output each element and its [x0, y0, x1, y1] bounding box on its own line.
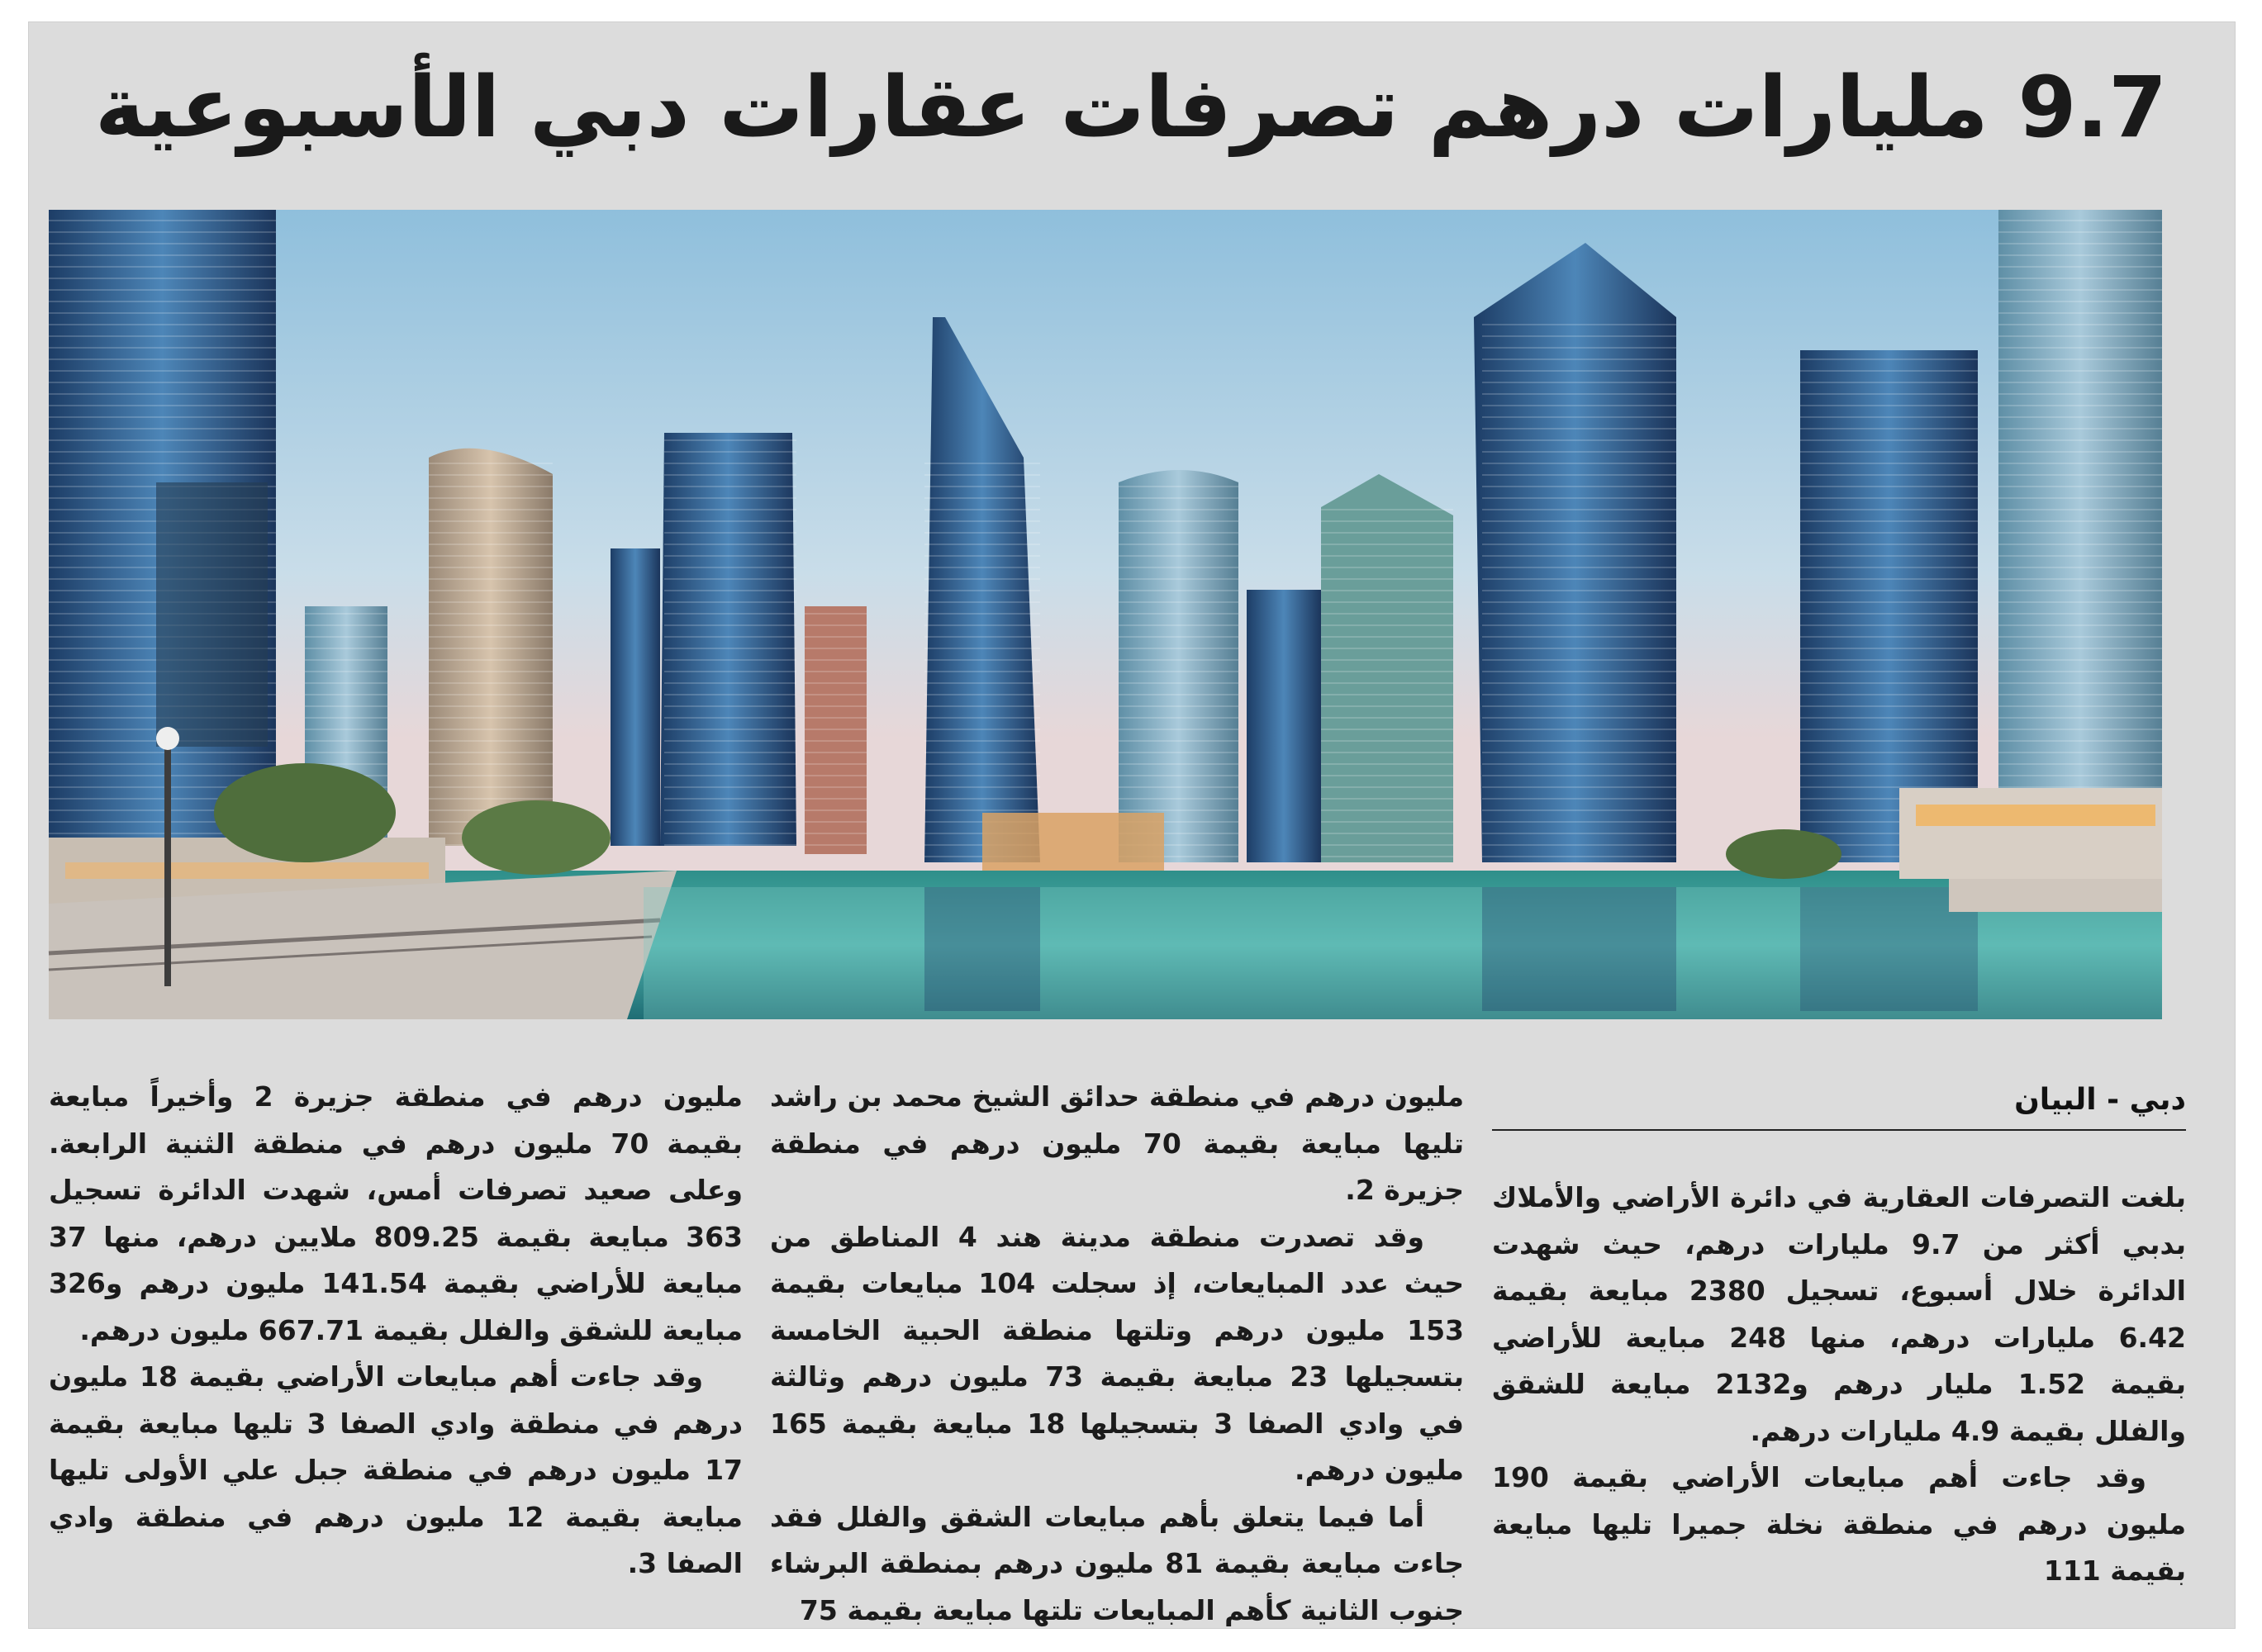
- paragraph: مليون درهم في منطقة جزيرة 2 وأخيراً مبايعة بقيمة 70 مليون درهم في منطقة الثنية الرابعة. وعلى صعيد تصرفات أمس، شهدت الدائرة تسجيل 363 مبايعة بقيمة 809.25 ملايين درهم، منها 37 مبايعة للأراضي بقيمة 141.54 مليون درهم و326 مبايعة للشقق والفلل بقيمة 667.71 مليون درهم.: [49, 1080, 743, 1346]
- skyline-illustration: [49, 210, 2162, 1019]
- paragraph: بلغت التصرفات العقارية في دائرة الأراضي والأملاك بدبي أكثر من 9.7 مليارات درهم، حيث شهدت الدائرة خلال أسبوع، تسجيل 2380 مبايعة بقيمة 6.42 مليارات درهم، منها 248 مبايعة للأراضي بقيمة 1.52 مليار درهم و2132 مبايعة للشقق والفلل بقيمة 4.9 مليارات درهم.: [1492, 1181, 2186, 1447]
- paragraph: مليون درهم في منطقة حدائق الشيخ محمد بن راشد تليها مبايعة بقيمة 70 مليون درهم في منطقة جزيرة 2.: [770, 1080, 1464, 1206]
- paragraph: وقد جاءت أهم مبايعات الأراضي بقيمة 190 مليون درهم في منطقة نخلة جميرا تليها مبايعة بقيمة 111: [1492, 1461, 2186, 1587]
- article-photo: [49, 210, 2162, 1019]
- paragraph: أما فيما يتعلق بأهم مبايعات الشقق والفلل فقد جاءت مبايعة بقيمة 81 مليون درهم بمنطقة البرشاء جنوب الثانية كأهم المبايعات تلتها مبايعة بقيمة 75: [770, 1500, 1465, 1626]
- article-column-3: [49, 1074, 743, 1586]
- paragraph: وقد تصدرت منطقة مدينة هند 4 المناطق من حيث عدد المبايعات، إذ سجلت 104 مبايعات بقيمة 153 مليون درهم وتلتها منطقة الحبية الخامسة بتسجيلها 23 مبايعة بقيمة 73 مليون درهم وثالثة في وادي الصفا 3 بتسجيلها 18 مبايعة بقيمة 165 مليون درهم.: [770, 1220, 1464, 1486]
- byline: دبي - البيان: [1492, 1071, 2186, 1131]
- headline: 9.7 مليارات درهم تصرفات عقارات دبي الأسبوعية: [94, 59, 2168, 157]
- article-column-2: [770, 1074, 1465, 1626]
- article-column-1: [1492, 1175, 2186, 1588]
- paragraph: وقد جاءت أهم مبايعات الأراضي بقيمة 18 مليون درهم في منطقة وادي الصفا 3 تليها مبايعة بقيمة 17 مليون درهم في منطقة جبل علي الأولى تليها مبايعة بقيمة 12 مليون درهم في منطقة وادي الصفا 3.: [49, 1360, 743, 1579]
